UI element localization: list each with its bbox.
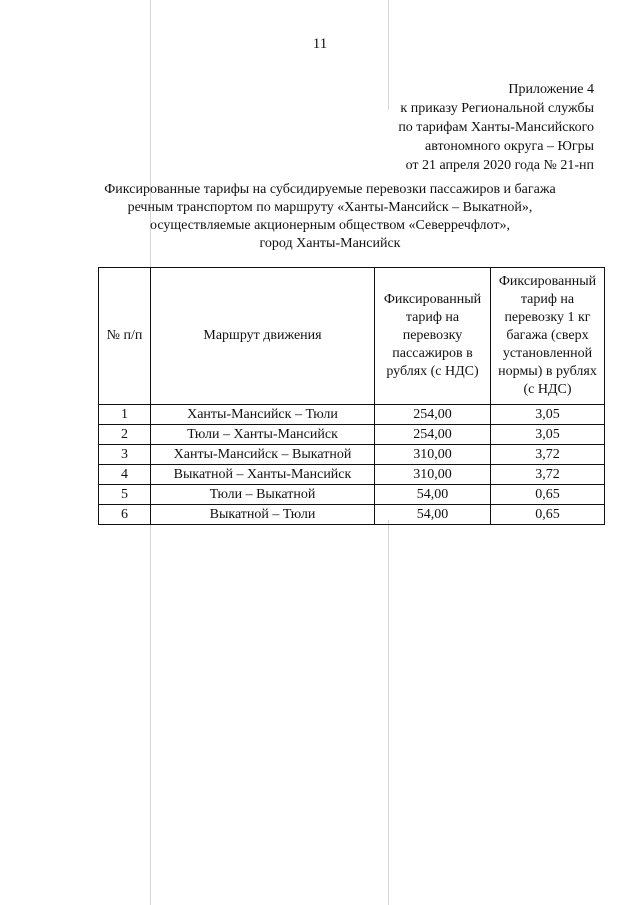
table-row xyxy=(99,425,605,445)
table-row xyxy=(99,485,605,505)
table-row xyxy=(99,405,605,425)
page-number: 11 xyxy=(312,36,328,52)
row-num: 5 xyxy=(99,485,151,505)
appendix-line: автономного округа – Югры xyxy=(425,139,594,154)
row-num: 3 xyxy=(99,445,151,465)
table-row xyxy=(99,505,605,525)
table-row xyxy=(99,465,605,485)
row-baggage-tariff: 3,72 xyxy=(491,465,605,485)
tariffs-table xyxy=(98,267,605,525)
row-baggage-tariff: 0,65 xyxy=(491,505,605,525)
row-baggage-tariff: 3,05 xyxy=(491,405,605,425)
header-num: № п/п xyxy=(99,268,151,405)
row-route: Тюли – Ханты-Мансийск xyxy=(151,425,375,445)
appendix-line: к приказу Региональной службы xyxy=(400,101,594,116)
row-passenger-tariff: 310,00 xyxy=(375,465,491,485)
appendix-line: по тарифам Ханты-Мансийского xyxy=(398,120,594,135)
appendix-reference xyxy=(398,80,594,175)
row-route: Ханты-Мансийск – Выкатной xyxy=(151,445,375,465)
scan-artifact-line xyxy=(388,520,389,905)
row-route: Выкатной – Тюли xyxy=(151,505,375,525)
row-baggage-tariff: 3,72 xyxy=(491,445,605,465)
header-passenger-tariff: Фиксированный тариф на перевозку пассажиров в рублях (с НДС) xyxy=(375,268,491,405)
row-passenger-tariff: 310,00 xyxy=(375,445,491,465)
title-line: город Ханты-Мансийск xyxy=(259,236,401,251)
appendix-line: от 21 апреля 2020 года № 21-нп xyxy=(405,158,594,173)
row-baggage-tariff: 3,05 xyxy=(491,425,605,445)
title-line: речным транспортом по маршруту «Ханты-Мансийск – Выкатной», xyxy=(127,200,533,215)
row-route: Ханты-Мансийск – Тюли xyxy=(151,405,375,425)
scan-artifact-line xyxy=(388,0,389,110)
title-line: осуществляемые акционерным обществом «Северречфлот», xyxy=(150,218,510,233)
row-passenger-tariff: 54,00 xyxy=(375,505,491,525)
header-route: Маршрут движения xyxy=(151,268,375,405)
title-line: Фиксированные тарифы на субсидируемые перевозки пассажиров и багажа xyxy=(104,182,556,197)
table-row xyxy=(99,445,605,465)
row-baggage-tariff: 0,65 xyxy=(491,485,605,505)
document-title xyxy=(60,181,600,253)
table-header-row xyxy=(99,268,605,405)
row-route: Выкатной – Ханты-Мансийск xyxy=(151,465,375,485)
row-num: 2 xyxy=(99,425,151,445)
row-num: 6 xyxy=(99,505,151,525)
row-num: 4 xyxy=(99,465,151,485)
row-passenger-tariff: 254,00 xyxy=(375,405,491,425)
row-num: 1 xyxy=(99,405,151,425)
row-route: Тюли – Выкатной xyxy=(151,485,375,505)
row-passenger-tariff: 54,00 xyxy=(375,485,491,505)
header-baggage-tariff: Фиксированный тариф на перевозку 1 кг багажа (сверх установленной нормы) в рублях (с НДС) xyxy=(491,268,605,405)
row-passenger-tariff: 254,00 xyxy=(375,425,491,445)
appendix-line: Приложение 4 xyxy=(508,82,594,97)
